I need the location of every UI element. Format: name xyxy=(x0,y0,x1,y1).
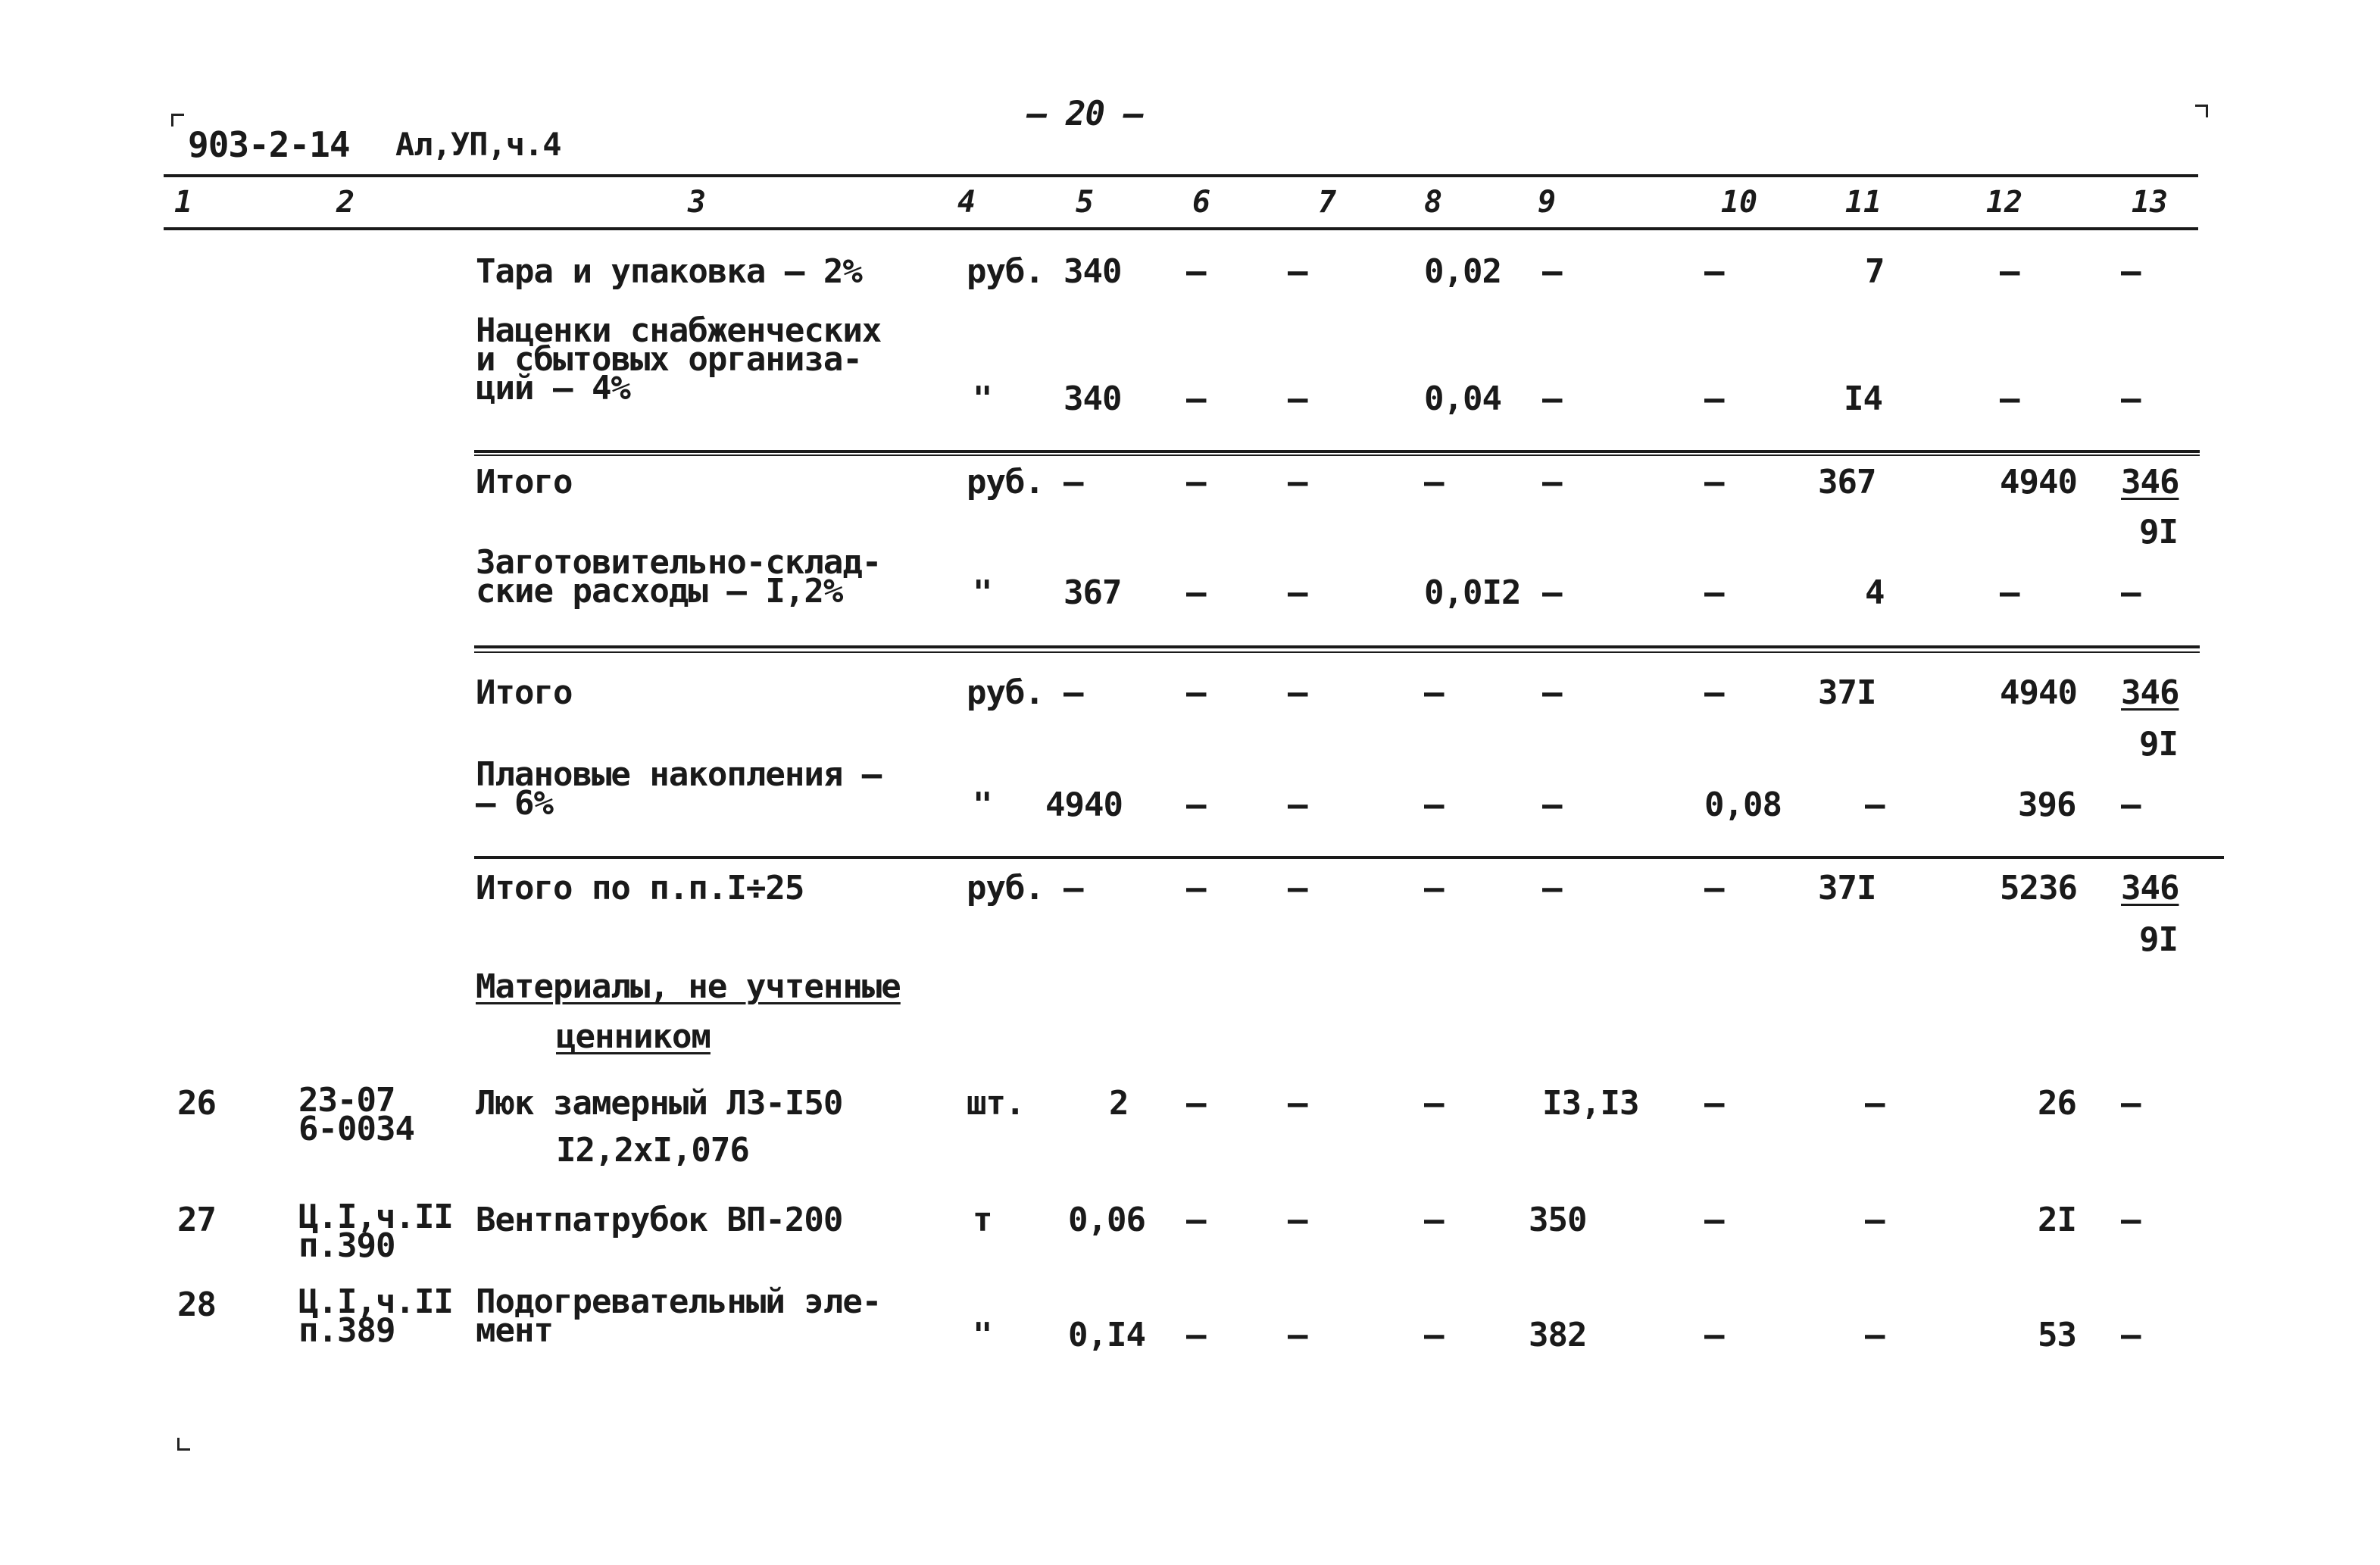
row-col11: 7 xyxy=(1865,252,1885,291)
col-header: 13 xyxy=(2131,185,2169,220)
item-number: 26 xyxy=(177,1084,216,1123)
item-col7: – xyxy=(1288,1316,1307,1354)
row-unit: " xyxy=(973,786,992,824)
row-col10: – xyxy=(1704,573,1724,612)
row-col8: 0,04 xyxy=(1424,380,1501,418)
row-col6: – xyxy=(1186,380,1206,418)
item-col11: – xyxy=(1865,1316,1885,1354)
row-col9: – xyxy=(1542,463,1562,501)
row-unit: руб. xyxy=(967,463,1044,501)
row-col12: – xyxy=(2000,380,2019,418)
row-description: Итого по п.п.I÷25 xyxy=(476,869,804,907)
row-unit: руб. xyxy=(967,869,1044,907)
row-unit: руб. xyxy=(967,673,1044,712)
row-description-line: ские расходы – I,2% xyxy=(476,572,843,611)
row-col8: – xyxy=(1424,463,1444,501)
row-description: Тара и упаковка – 2% xyxy=(476,252,862,291)
row-description: Итого xyxy=(476,673,573,712)
col-header: 4 xyxy=(957,185,976,220)
item-description-line: Люк замерный ЛЗ-I50 xyxy=(476,1084,843,1123)
row-col5: 4940 xyxy=(1045,786,1123,824)
col-header: 12 xyxy=(1985,185,2023,220)
page-number: – 20 – xyxy=(1027,95,1143,133)
col-header: 6 xyxy=(1192,185,1211,220)
col-header: 7 xyxy=(1317,185,1337,220)
row-col11: 4 xyxy=(1865,573,1885,612)
row-col11: 367 xyxy=(1818,463,1876,501)
item-col12: 2I xyxy=(2038,1201,2076,1239)
row-col8: – xyxy=(1424,786,1444,824)
row-col13-second: 9I xyxy=(2139,920,2178,959)
row-description: Итого xyxy=(476,463,573,501)
row-col12: 4940 xyxy=(2000,673,2077,712)
doc-suffix: Ал,УП,ч.4 xyxy=(395,126,561,163)
row-unit: " xyxy=(973,573,992,612)
item-col8: – xyxy=(1424,1316,1444,1354)
row-col12: – xyxy=(2000,573,2019,612)
item-col10: – xyxy=(1704,1084,1724,1123)
item-col9: 382 xyxy=(1529,1316,1587,1354)
row-col13: 346 xyxy=(2121,673,2179,712)
item-description-line: Подогревательный эле- xyxy=(476,1282,882,1321)
row-col7: – xyxy=(1288,786,1307,824)
section-heading: Материалы, не учтенные xyxy=(476,967,901,1006)
subtotal-rule xyxy=(474,450,2200,453)
item-description-line: мент xyxy=(476,1311,553,1350)
item-col6: – xyxy=(1186,1316,1206,1354)
item-col9: 350 xyxy=(1529,1201,1587,1239)
row-col7: – xyxy=(1288,869,1307,907)
header-bottom-rule xyxy=(164,227,2198,230)
row-col11: – xyxy=(1865,786,1885,824)
row-col5: 340 xyxy=(1064,380,1122,418)
corner-mark-top-right xyxy=(2195,105,2208,117)
row-description-line: Заготовительно-склад- xyxy=(476,543,882,582)
row-col13: – xyxy=(2121,380,2141,418)
col-header: 3 xyxy=(687,185,707,220)
row-col7: – xyxy=(1288,463,1307,501)
total-rule xyxy=(474,856,2224,859)
item-unit: т xyxy=(973,1201,992,1239)
item-col12: 53 xyxy=(2038,1316,2076,1354)
row-col10: – xyxy=(1704,380,1724,418)
col-header: 10 xyxy=(1720,185,1758,220)
row-col13: – xyxy=(2121,573,2141,612)
row-col5: 340 xyxy=(1064,252,1122,291)
item-col11: – xyxy=(1865,1084,1885,1123)
row-col13: 346 xyxy=(2121,869,2179,907)
row-col8: – xyxy=(1424,869,1444,907)
item-col8: – xyxy=(1424,1201,1444,1239)
item-unit: " xyxy=(973,1316,992,1354)
row-col7: – xyxy=(1288,252,1307,291)
row-col10: 0,08 xyxy=(1704,786,1782,824)
row-col11: I4 xyxy=(1844,380,1882,418)
item-col5: 0,06 xyxy=(1068,1201,1145,1239)
row-col13: – xyxy=(2121,786,2141,824)
item-code-line: Ц.I,ч.II xyxy=(298,1282,453,1321)
item-col8: – xyxy=(1424,1084,1444,1123)
doc-code: 903-2-14 xyxy=(188,124,350,165)
row-col13-second: 9I xyxy=(2139,725,2178,764)
row-col6: – xyxy=(1186,252,1206,291)
row-col12: 4940 xyxy=(2000,463,2077,501)
row-col13: 346 xyxy=(2121,463,2179,501)
row-col10: – xyxy=(1704,463,1724,501)
row-col6: – xyxy=(1186,673,1206,712)
item-col5: 2 xyxy=(1109,1084,1129,1123)
top-rule xyxy=(164,174,2198,177)
row-col10: – xyxy=(1704,869,1724,907)
item-col13: – xyxy=(2121,1084,2141,1123)
item-number: 28 xyxy=(177,1285,216,1324)
row-col10: – xyxy=(1704,673,1724,712)
col-header: 5 xyxy=(1075,185,1095,220)
row-col8: – xyxy=(1424,673,1444,712)
item-col5: 0,I4 xyxy=(1068,1316,1145,1354)
subtotal-rule xyxy=(474,645,2200,648)
row-col13-second: 9I xyxy=(2139,513,2178,551)
col-header: 2 xyxy=(336,185,355,220)
item-col6: – xyxy=(1186,1201,1206,1239)
col-header: 1 xyxy=(173,185,193,220)
row-col6: – xyxy=(1186,573,1206,612)
subtotal-rule xyxy=(474,455,2200,456)
row-description-line: – 6% xyxy=(476,784,553,823)
row-unit: " xyxy=(973,380,992,418)
row-col9: – xyxy=(1542,673,1562,712)
item-col9: I3,I3 xyxy=(1542,1084,1639,1123)
row-col6: – xyxy=(1186,786,1206,824)
item-description-line: I2,2xI,076 xyxy=(556,1131,749,1170)
row-col6: – xyxy=(1186,463,1206,501)
item-code-line: п.389 xyxy=(298,1311,395,1350)
item-col7: – xyxy=(1288,1201,1307,1239)
row-col7: – xyxy=(1288,380,1307,418)
row-col7: – xyxy=(1288,573,1307,612)
row-description-line: Плановые накопления – xyxy=(476,755,882,794)
subtotal-rule xyxy=(474,651,2200,653)
item-number: 27 xyxy=(177,1201,216,1239)
row-col5: – xyxy=(1064,673,1083,712)
col-header: 11 xyxy=(1844,185,1882,220)
row-col8: 0,0I2 xyxy=(1424,573,1521,612)
section-heading-cont: ценником xyxy=(556,1017,711,1056)
row-col9: – xyxy=(1542,869,1562,907)
row-col10: – xyxy=(1704,252,1724,291)
row-unit: руб. xyxy=(967,252,1044,291)
row-col9: – xyxy=(1542,573,1562,612)
col-header: 8 xyxy=(1423,185,1443,220)
corner-mark-bottom-left xyxy=(177,1438,190,1451)
corner-mark-top-left xyxy=(171,114,184,127)
item-col13: – xyxy=(2121,1316,2141,1354)
row-col8: 0,02 xyxy=(1424,252,1501,291)
item-col6: – xyxy=(1186,1084,1206,1123)
col-header: 9 xyxy=(1537,185,1557,220)
row-col9: – xyxy=(1542,252,1562,291)
item-col10: – xyxy=(1704,1316,1724,1354)
row-col11: 37I xyxy=(1818,673,1876,712)
item-col13: – xyxy=(2121,1201,2141,1239)
row-col12: 396 xyxy=(2018,786,2076,824)
row-col5: – xyxy=(1064,869,1083,907)
item-unit: шт. xyxy=(967,1084,1025,1123)
item-col7: – xyxy=(1288,1084,1307,1123)
row-col5: – xyxy=(1064,463,1083,501)
item-code-line: Ц.I,ч.II xyxy=(298,1198,453,1236)
row-col9: – xyxy=(1542,786,1562,824)
item-col11: – xyxy=(1865,1201,1885,1239)
row-description-line: Наценки снабженческих xyxy=(476,311,882,350)
row-col6: – xyxy=(1186,869,1206,907)
row-col13: – xyxy=(2121,252,2141,291)
row-col12: – xyxy=(2000,252,2019,291)
row-description-line: ций – 4% xyxy=(476,369,630,408)
row-description-line: и сбытовых организа- xyxy=(476,340,862,379)
item-code-line: п.390 xyxy=(298,1226,395,1265)
row-col12: 5236 xyxy=(2000,869,2077,907)
row-col9: – xyxy=(1542,380,1562,418)
item-col12: 26 xyxy=(2038,1084,2076,1123)
item-code-line: 6-0034 xyxy=(298,1110,414,1148)
row-col5: 367 xyxy=(1064,573,1122,612)
item-code-line: 23-07 xyxy=(298,1081,395,1120)
row-col7: – xyxy=(1288,673,1307,712)
row-col11: 37I xyxy=(1818,869,1876,907)
item-description-line: Вентпатрубок ВП-200 xyxy=(476,1201,843,1239)
item-col10: – xyxy=(1704,1201,1724,1239)
